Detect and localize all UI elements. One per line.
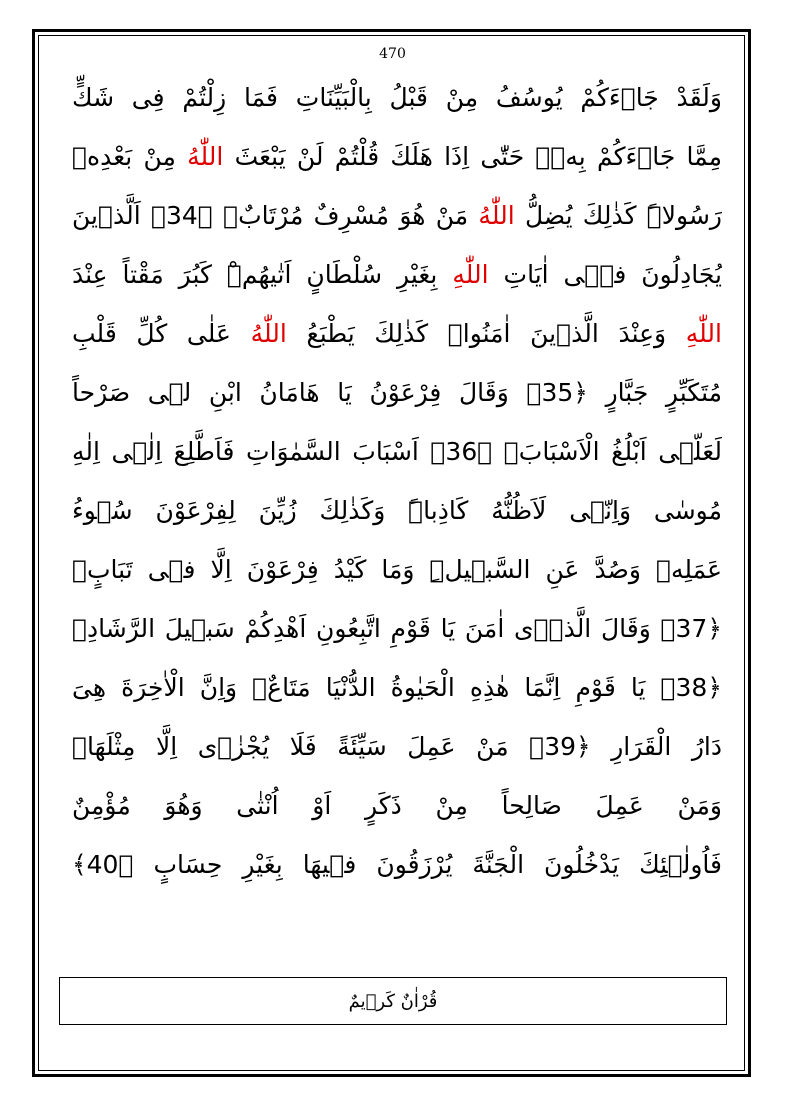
- text-line-4: [72, 245, 722, 304]
- text-segment: مِنْ بَعْدِهٖ: [72, 142, 176, 171]
- text-segment: يُجَادِلُونَ فٖۤى اٰيَاتِ: [503, 260, 722, 289]
- text-line-14: فَاُولٰۤئِكَ يَدْخُلُونَ الْجَنَّةَ يُرْزَقُونَ فٖيهَا بِغَيْرِ حِسَابٍ ﴿40﴾: [72, 850, 722, 879]
- divine-name: اللّٰهُ: [250, 319, 287, 348]
- text-line-5: [72, 304, 722, 363]
- divine-name: اللّٰهِ: [685, 319, 722, 348]
- text-line-1: وَلَقَدْ جَاۤءَكُمْ يُوسُفُ مِنْ قَبْلُ بِالْبَيِّنَاتِ فَمَا زِلْتُمْ فِى شَكٍّ: [72, 83, 722, 112]
- text-segment: مَنْ هُوَ مُسْرِفٌ مُرْتَابٌۚ ﴿34﴾ اَلَّذٖينَ: [72, 201, 469, 230]
- page-number: 470: [379, 46, 406, 62]
- text-line-2: [72, 127, 722, 186]
- text-line-3: [72, 186, 722, 245]
- text-line-7: لَعَلّٖى اَبْلُغُ الْاَسْبَابَۙ ﴿36﴾ اَسْبَابَ السَّمٰوَاتِ فَاَطَّلِعَ اِلٰۤى اِلٰهِ: [72, 437, 722, 466]
- text-line-8: مُوسٰى وَاِنّٖى لَاَظُنُّهُ كَاذِباًۜ وَكَذٰلِكَ زُيِّنَ لِفِرْعَوْنَ سُۤوءُ: [72, 496, 722, 525]
- text-line-12: دَارُ الْقَرَارِ ﴿39﴾ مَنْ عَمِلَ سَيِّئَةً فَلَا يُجْزٰۤى اِلَّا مِثْلَهَاۚ: [72, 732, 722, 761]
- text-line-6: مُتَكَبِّرٍ جَبَّارٍ ﴿35﴾ وَقَالَ فِرْعَوْنُ يَا هَامَانُ ابْنِ لٖى صَرْحاً: [72, 378, 722, 407]
- text-line-9: عَمَلِهٖ وَصُدَّ عَنِ السَّبٖيلِۜ وَمَا كَيْدُ فِرْعَوْنَ اِلَّا فٖى تَبَابٍۘ: [72, 555, 722, 584]
- divine-name: اللّٰهُ: [478, 201, 515, 230]
- text-segment: عَلٰى كُلِّ قَلْبِ: [72, 319, 231, 348]
- text-line-11: ﴿38﴾ يَا قَوْمِ اِنَّمَا هٰذِهِ الْحَيٰوةُ الدُّنْيَا مَتَاعٌۘ وَاِنَّ الْاٰخِرَةَ هِىَ: [72, 673, 722, 702]
- divine-name: اللّٰهُ: [187, 142, 224, 171]
- footer-label: قُرْاٰنٌ كَرٖيمٌ: [348, 990, 438, 1012]
- quran-text-block: [72, 68, 722, 894]
- text-segment: رَسُولاًۜ كَذٰلِكَ يُضِلُّ: [524, 201, 722, 230]
- divine-name: اللّٰهِ: [452, 260, 489, 289]
- text-segment: مِمَّا جَاۤءَكُمْ بِهٖۜ حَتّٰى اِذَا هَلَكَ قُلْتُمْ لَنْ يَبْعَثَ: [234, 142, 722, 171]
- footer-title-box: [59, 977, 727, 1025]
- text-segment: وَعِنْدَ الَّذٖينَ اٰمَنُواۜ كَذٰلِكَ يَطْبَعُ: [306, 319, 667, 348]
- text-segment: بِغَيْرِ سُلْطَانٍ اَتٰيهُمْۜ كَبُرَ مَقْتاً عِنْدَ: [72, 260, 438, 289]
- text-line-13: وَمَنْ عَمِلَ صَالِحاً مِنْ ذَكَرٍ اَوْ اُنْثٰى وَهُوَ مُؤْمِنٌ: [72, 791, 722, 820]
- text-line-10: ﴿37﴾ وَقَالَ الَّذٖۤى اٰمَنَ يَا قَوْمِ اتَّبِعُونِ اَهْدِكُمْ سَبٖيلَ الرَّشَادِۚ: [72, 614, 722, 643]
